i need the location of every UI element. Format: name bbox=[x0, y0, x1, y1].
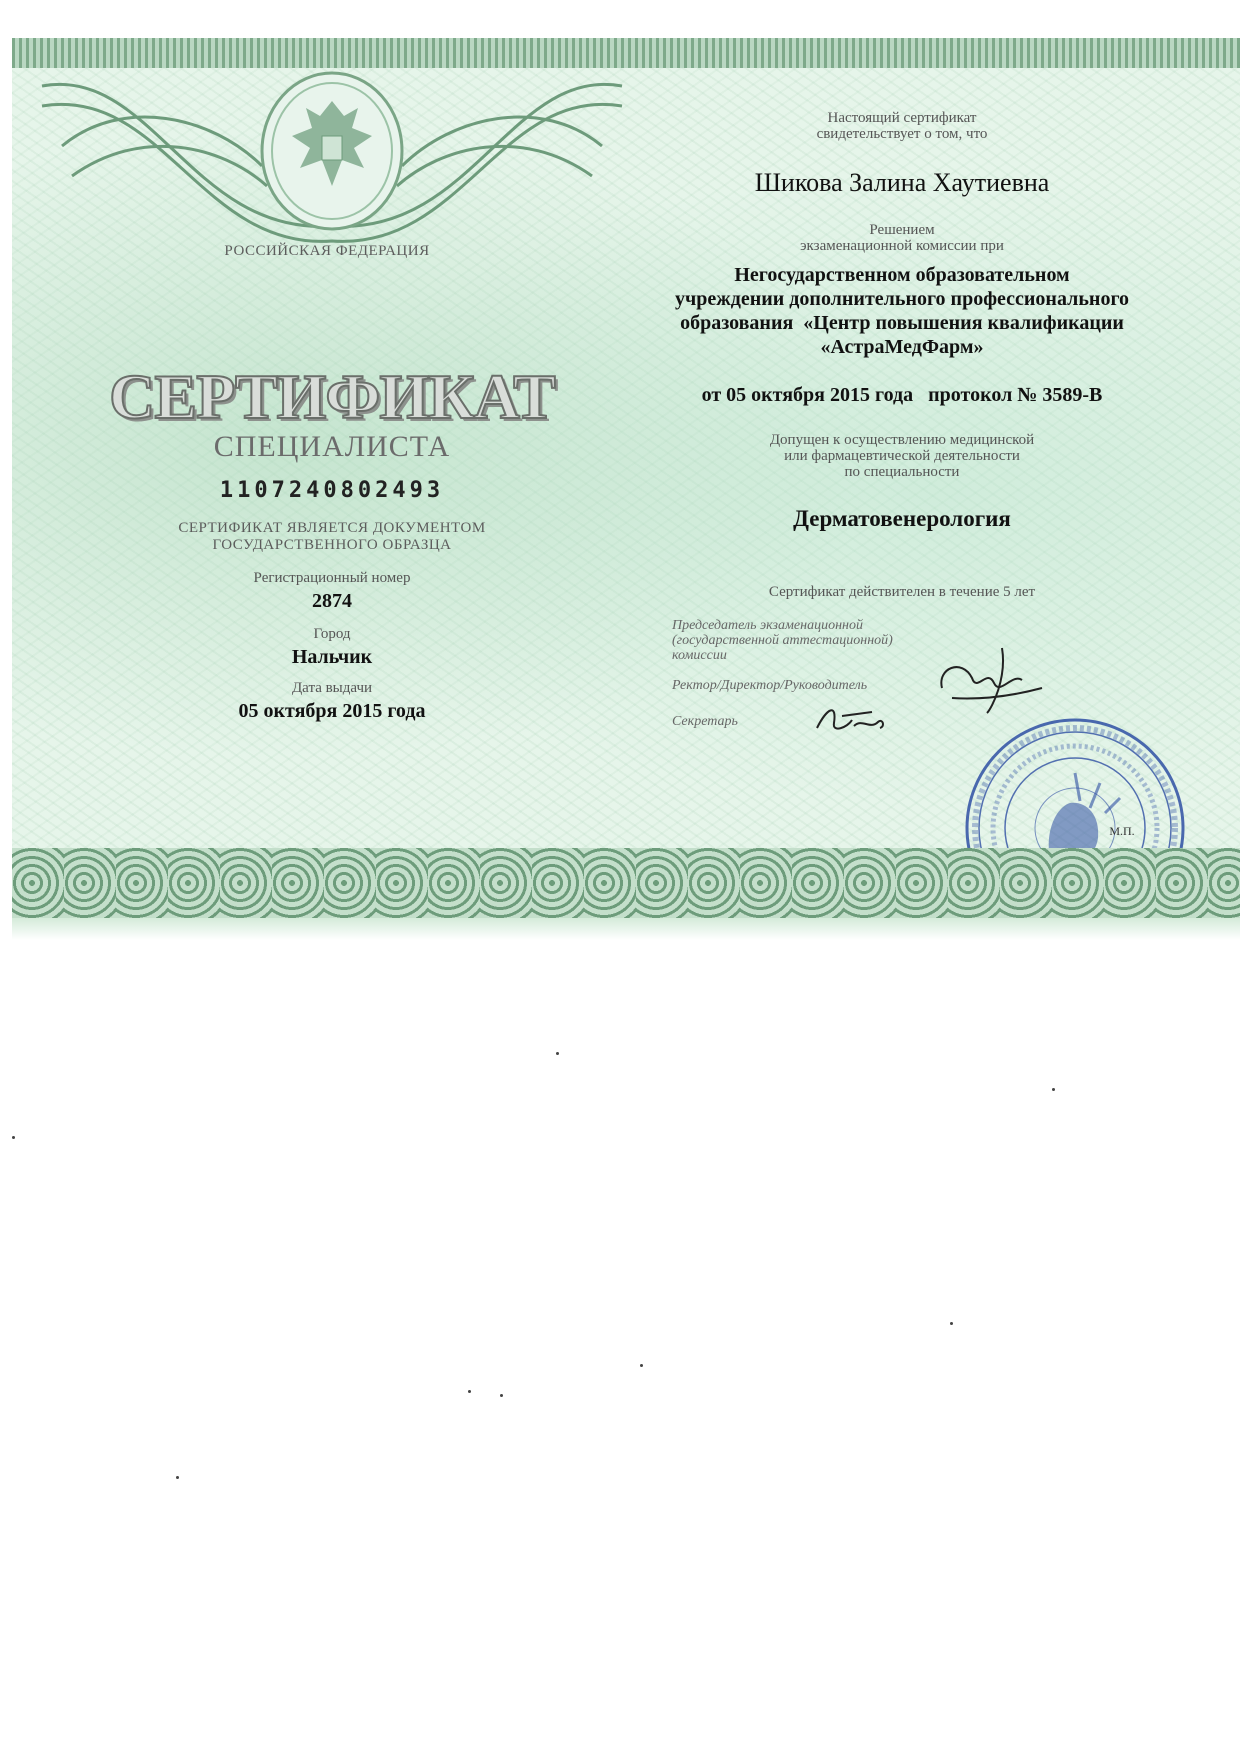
secretary-label: Секретарь bbox=[672, 714, 738, 729]
certificate-subtitle: СПЕЦИАЛИСТА bbox=[213, 430, 451, 463]
city-label: Город bbox=[313, 626, 351, 642]
intro-line1: Настоящий сертификат bbox=[827, 110, 977, 126]
decision-line1: Решением bbox=[869, 222, 935, 238]
scan-speck bbox=[640, 1364, 643, 1367]
bottom-guilloche-band bbox=[12, 848, 1240, 918]
admit-line1: Допущен к осуществлению медицинской bbox=[769, 432, 1035, 448]
secretary-signature bbox=[812, 698, 892, 738]
decision-line2: экзаменационной комиссии при bbox=[800, 238, 1004, 254]
certificate-number: 1107240802493 bbox=[219, 478, 445, 503]
country-label: РОССИЙСКАЯ ФЕДЕРАЦИЯ bbox=[224, 243, 430, 259]
chair-label-line2: (государственной аттестационной) bbox=[672, 633, 893, 648]
admit-line3: по специальности bbox=[844, 464, 960, 480]
scan-edge bbox=[12, 918, 1240, 940]
protocol-line: от 05 октября 2015 года протокол № 3589-В bbox=[701, 384, 1103, 406]
validity-text: Сертификат действителен в течение 5 лет bbox=[768, 584, 1036, 600]
coat-of-arms-emblem bbox=[32, 56, 632, 256]
scan-speck bbox=[176, 1476, 179, 1479]
registration-number-value: 2874 bbox=[312, 590, 352, 612]
certificate-title: СЕРТИФИКАТ bbox=[109, 361, 555, 432]
organization-line4: «АстраМедФарм» bbox=[820, 336, 984, 358]
certificate-sheet bbox=[12, 38, 1240, 940]
document-note-line2: ГОСУДАРСТВЕННОГО ОБРАЗЦА bbox=[212, 537, 452, 553]
admit-line2: или фармацевтической деятельности bbox=[784, 448, 1020, 464]
scan-speck bbox=[1052, 1088, 1055, 1091]
issue-date-label: Дата выдачи bbox=[291, 680, 373, 696]
scan-speck bbox=[12, 1136, 15, 1139]
organization-line1: Негосударственном образовательном bbox=[734, 264, 1070, 286]
scan-speck bbox=[556, 1052, 559, 1055]
holder-name: Шикова Залина Хаутиевна bbox=[754, 168, 1050, 197]
organization-line2: учреждении дополнительного профессионального bbox=[674, 288, 1130, 310]
scan-speck bbox=[500, 1394, 503, 1397]
chair-signature bbox=[932, 638, 1052, 718]
issue-date-value: 05 октября 2015 года bbox=[238, 700, 426, 722]
registration-number-label: Регистрационный номер bbox=[253, 570, 411, 586]
organization-line3: образования «Центр повышения квалификации bbox=[680, 312, 1124, 334]
scan-speck bbox=[468, 1390, 471, 1393]
document-note-line1: СЕРТИФИКАТ ЯВЛЯЕТСЯ ДОКУМЕНТОМ bbox=[178, 520, 486, 536]
intro-line2: свидетельствует о том, что bbox=[816, 126, 988, 142]
seal-place-label: М.П. bbox=[1109, 824, 1135, 838]
chair-label-line3: комиссии bbox=[672, 648, 727, 663]
scan-speck bbox=[950, 1322, 953, 1325]
specialty-value: Дерматовенерология bbox=[793, 506, 1011, 531]
city-value: Нальчик bbox=[291, 646, 373, 668]
rector-label: Ректор/Директор/Руководитель bbox=[672, 678, 868, 693]
chair-label-line1: Председатель экзаменационной bbox=[672, 618, 863, 633]
